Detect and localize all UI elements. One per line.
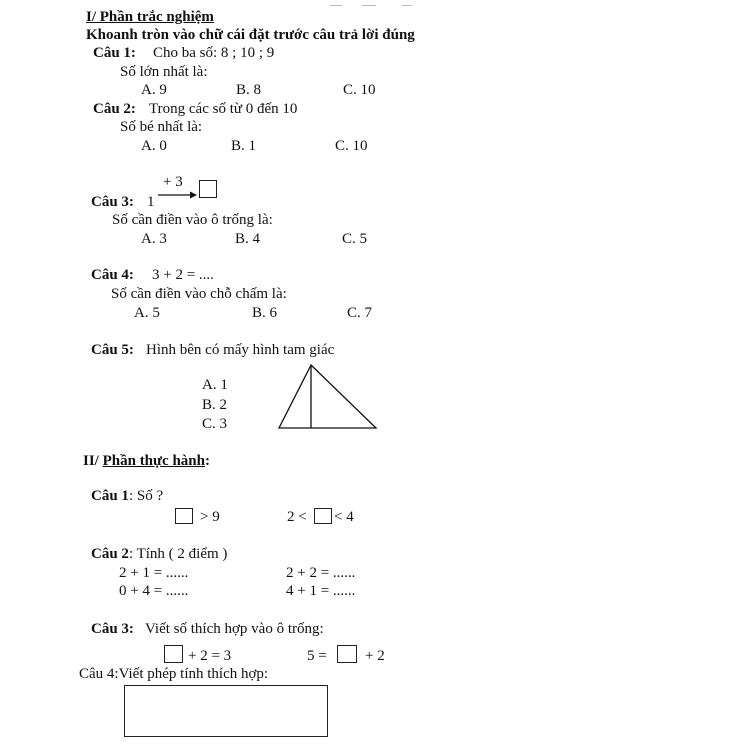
q5-option-c: C. 3 [202, 416, 228, 432]
q4-prompt: Số cần điền vào chỗ chấm là: [111, 286, 287, 302]
p2-q4-text: Câu 4:Viết phép tính thích hợp: [79, 666, 269, 682]
p2-q1-box-1[interactable] [175, 508, 193, 524]
part1-heading: I/ Phần trắc nghiệm [86, 9, 214, 25]
header-mark [330, 5, 342, 6]
q2-prompt: Số bé nhất là: [120, 119, 203, 135]
p2-q3-label: Câu 3: [91, 621, 134, 637]
q2-label: Câu 2: [93, 101, 136, 117]
q4-option-a: A. 5 [134, 305, 160, 321]
q4-option-b: B. 6 [252, 305, 278, 321]
header-mark [402, 5, 412, 6]
q3-option-c: C. 5 [342, 231, 368, 247]
part1-instruction: Khoanh tròn vào chữ cái đặt trước câu trả lời đúng [86, 27, 415, 43]
p2-q2-item-3: 0 + 4 = ...... [119, 583, 189, 599]
p2-q4-answer-box[interactable] [124, 685, 328, 737]
q3-answer-box[interactable] [199, 180, 217, 198]
q3-option-a: A. 3 [141, 231, 167, 247]
p2-q1-box-2[interactable] [314, 508, 332, 524]
q1-text: Cho ba số: 8 ; 10 ; 9 [153, 45, 275, 61]
q3-operation: + 3 [163, 174, 183, 190]
q2-option-b: B. 1 [231, 138, 257, 154]
arrow-icon [158, 190, 198, 200]
p2-q1-expr1: > 9 [200, 509, 220, 525]
p2-q1-line: Câu 1: Số ? [91, 488, 164, 504]
p2-q3-box-1[interactable] [164, 645, 183, 663]
q5-option-b: B. 2 [202, 397, 228, 413]
p2-q1-expr2-left: 2 < [287, 509, 307, 525]
q1-label: Câu 1: [93, 45, 136, 61]
p2-q3-text: Viết số thích hợp vào ô trống: [145, 621, 324, 637]
q2-text: Trong các số từ 0 đến 10 [149, 101, 298, 117]
q4-option-c: C. 7 [347, 305, 373, 321]
p2-q2-line: Câu 2: Tính ( 2 điểm ) [91, 546, 228, 562]
q3-start-number: 1 [147, 194, 155, 210]
q1-option-a: A. 9 [141, 82, 167, 98]
p2-q3-expr2-left: 5 = [307, 648, 327, 664]
q1-option-c: C. 10 [343, 82, 376, 98]
q3-option-b: B. 4 [235, 231, 261, 247]
p2-q2-item-2: 2 + 2 = ...... [286, 565, 356, 581]
q3-label: Câu 3: [91, 194, 134, 210]
q1-prompt: Số lớn nhất là: [120, 64, 208, 80]
q2-option-c: C. 10 [335, 138, 368, 154]
p2-q2-item-4: 4 + 1 = ...... [286, 583, 356, 599]
triangle-figure [278, 364, 378, 430]
p2-q1-expr2-right: < 4 [334, 509, 354, 525]
header-mark [362, 5, 376, 6]
p2-q3-box-2[interactable] [337, 645, 357, 663]
q5-option-a: A. 1 [202, 377, 228, 393]
part2-heading: II/ Phần thực hành: [83, 453, 210, 469]
p2-q3-expr1: + 2 = 3 [188, 648, 232, 664]
q4-text: 3 + 2 = .... [152, 267, 214, 283]
q2-option-a: A. 0 [141, 138, 167, 154]
q5-label: Câu 5: [91, 342, 134, 358]
q4-label: Câu 4: [91, 267, 134, 283]
q3-prompt: Số cần điền vào ô trống là: [112, 212, 273, 228]
q5-text: Hình bên có mấy hình tam giác [146, 342, 335, 358]
p2-q3-expr2-right: + 2 [365, 648, 385, 664]
p2-q2-item-1: 2 + 1 = ...... [119, 565, 189, 581]
q1-option-b: B. 8 [236, 82, 262, 98]
